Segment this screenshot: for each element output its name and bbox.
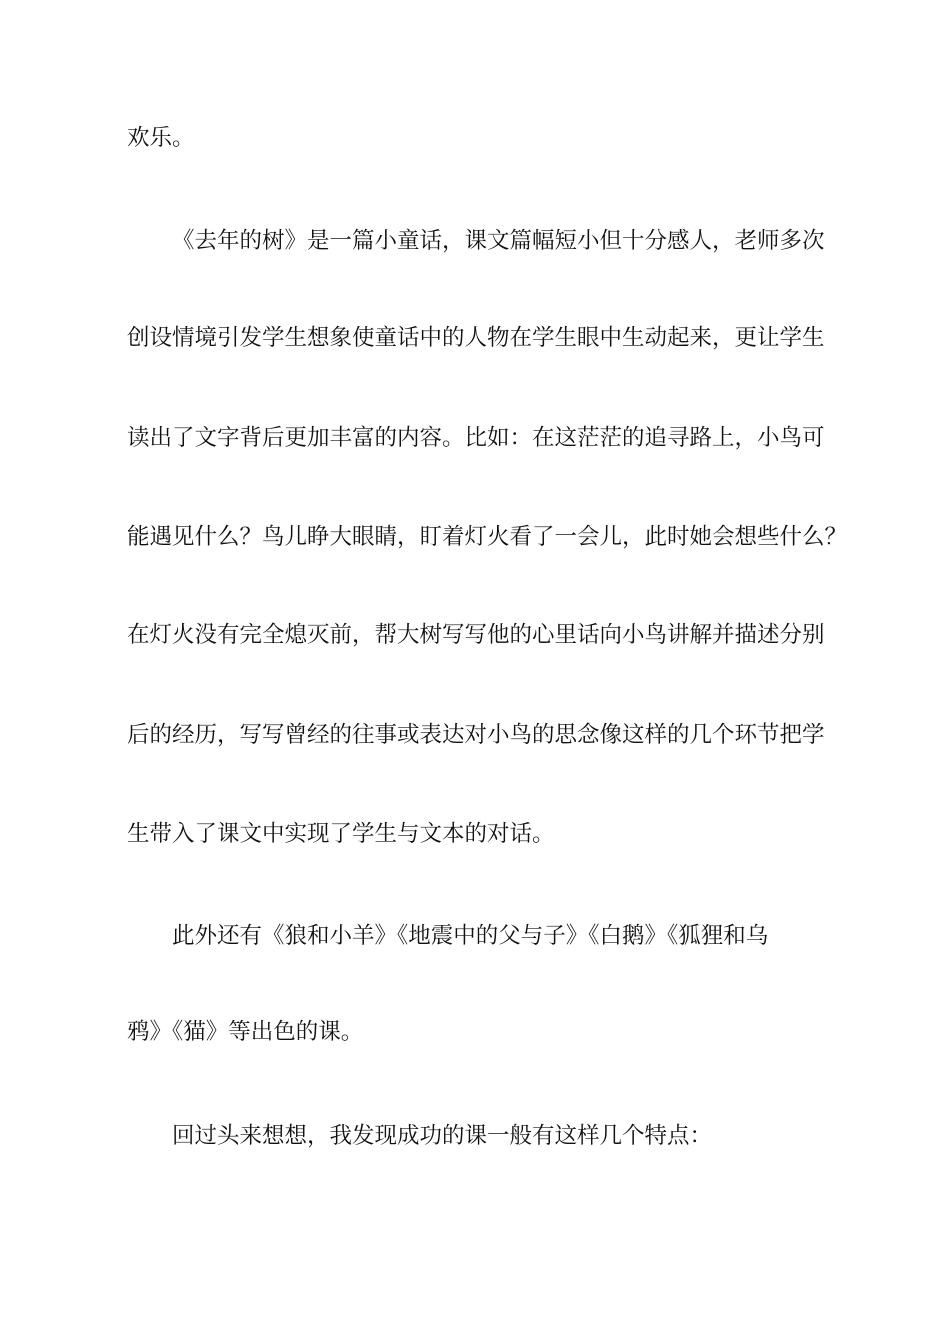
paragraph-2-line-5: 在灯火没有完全熄灭前，帮大树写写他的心里话向小鸟讲解并描述分别 <box>127 622 825 648</box>
paragraph-2-line-2: 创设情境引发学生想象使童话中的人物在学生眼中生动起来，更让学生 <box>127 325 825 351</box>
paragraph-2-line-1: 《去年的树》是一篇小童话，课文篇幅短小但十分感人，老师多次 <box>172 228 825 254</box>
paragraph-2-line-6: 后的经历，写写曾经的往事或表达对小鸟的思念像这样的几个环节把学 <box>127 722 825 748</box>
paragraph-2-line-4: 能遇见什么？鸟儿睁大眼睛，盯着灯火看了一会儿，此时她会想些什么？ <box>127 524 848 550</box>
paragraph-1-line-1: 欢乐。 <box>127 125 195 151</box>
paragraph-3-line-2: 鸦》《猫》等出色的课。 <box>127 1019 364 1045</box>
paragraph-4-line-1: 回过头来想想，我发现成功的课一般有这样几个特点： <box>172 1123 713 1149</box>
paragraph-3-line-1: 此外还有《狼和小羊》《地震中的父与子》《白鹅》《狐狸和乌 <box>172 923 769 949</box>
paragraph-2-line-7: 生带入了课文中实现了学生与文本的对话。 <box>127 821 555 847</box>
paragraph-2-line-3: 读出了文字背后更加丰富的内容。比如：在这茫茫的追寻路上，小鸟可 <box>127 425 825 451</box>
